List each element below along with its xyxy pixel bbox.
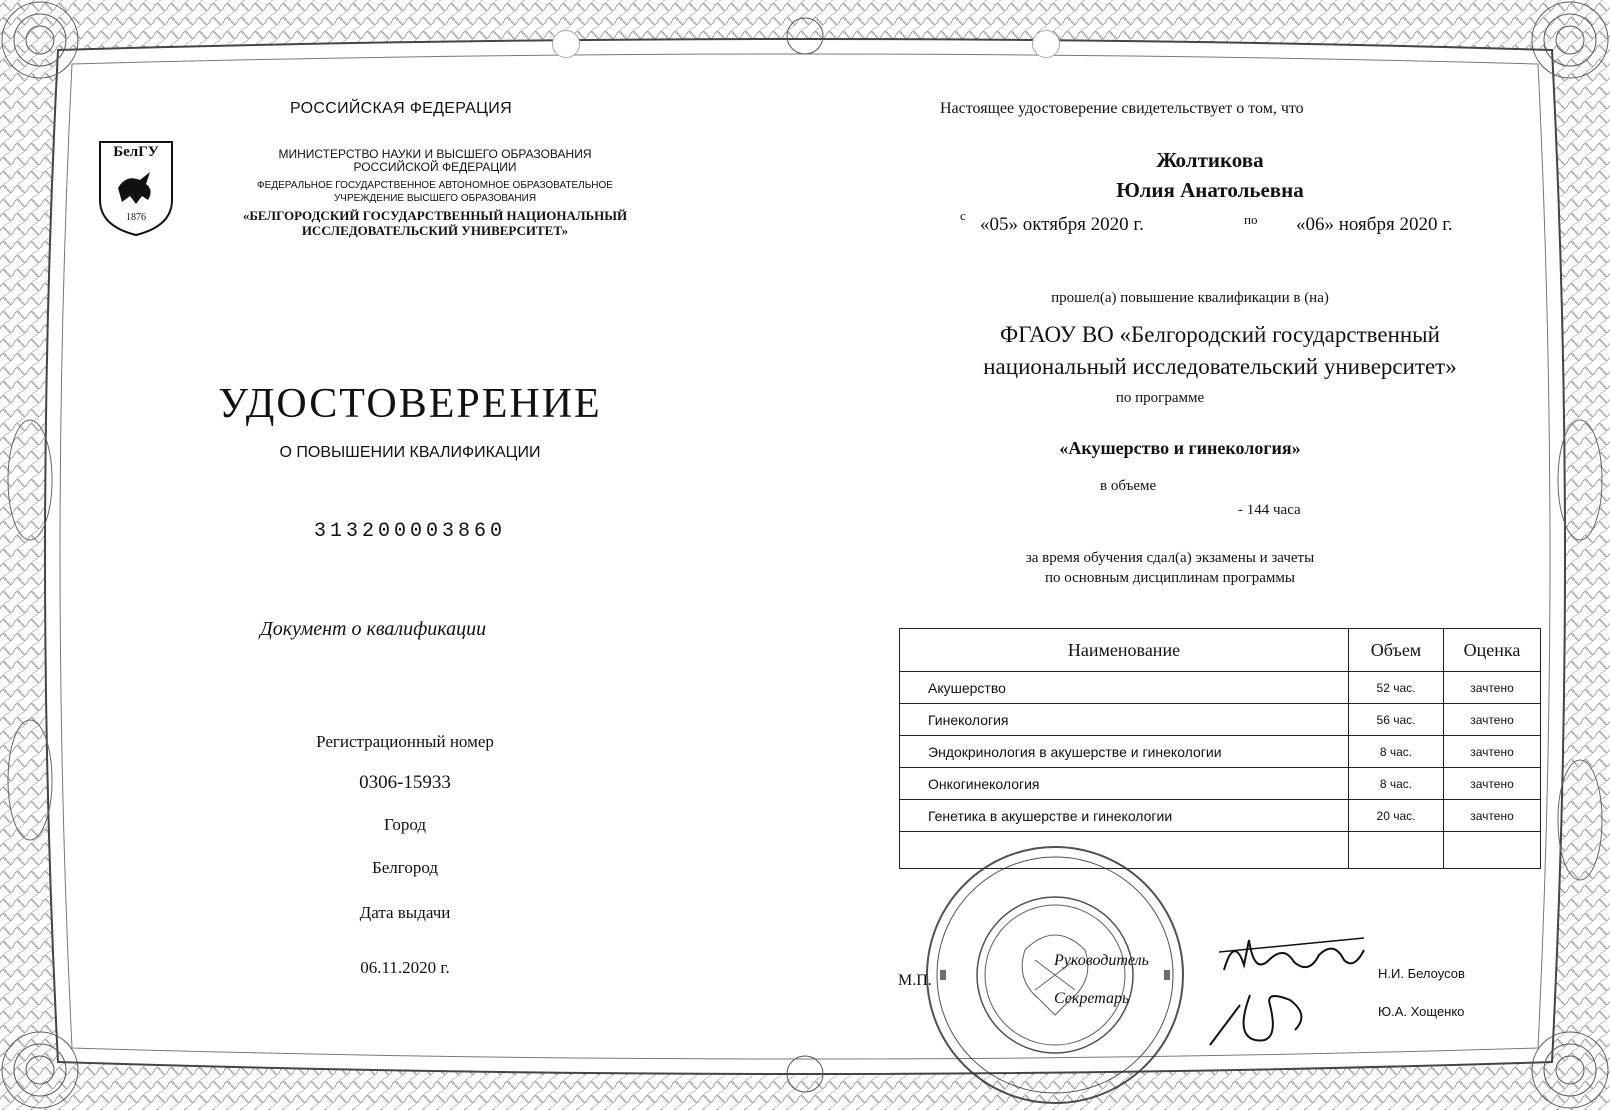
round-seal <box>920 840 1190 1110</box>
completed-text: прошел(а) повышение квалификации в (на) <box>1051 290 1329 306</box>
document-type: Документ о квалификации <box>260 618 487 640</box>
country-label: РОССИЙСКАЯ ФЕДЕРАЦИЯ <box>290 100 512 117</box>
subject-name: Эндокринология в акушерстве и гинекологии <box>900 736 1349 768</box>
program-name: «Акушерство и гинекология» <box>1059 438 1301 458</box>
recipient-given-names: Юлия Анатольевна <box>1116 178 1304 202</box>
from-date: «05» октября 2020 г. <box>980 214 1144 235</box>
table-row <box>900 800 1541 832</box>
secretary-name: Ю.А. Хощенко <box>1378 1004 1465 1019</box>
exams-text: по основным дисциплинам программы <box>1044 570 1295 586</box>
from-label: с <box>960 208 966 223</box>
institution-block <box>190 179 680 205</box>
subjects-table <box>899 628 1541 869</box>
recipient-surname: Жолтикова <box>1156 148 1264 172</box>
document-title: УДОСТОВЕРЕНИЕ <box>218 381 602 427</box>
university-block <box>190 208 680 238</box>
head-signature <box>1214 930 1374 990</box>
issue-date: 06.11.2020 г. <box>360 958 450 977</box>
subject-volume: 8 час. <box>1349 736 1444 768</box>
table-row <box>900 672 1541 704</box>
binding-hole <box>552 30 580 58</box>
registration-label: Регистрационный номер <box>316 732 494 751</box>
to-label: по <box>1244 212 1258 227</box>
registration-number: 0306-15933 <box>359 772 451 793</box>
total-volume: - 144 часа <box>1238 502 1301 518</box>
logo-text: БелГУ <box>113 144 159 160</box>
subject-volume: 52 час. <box>1349 672 1444 704</box>
subject-name: Генетика в акушерстве и гинекологии <box>900 800 1349 832</box>
table-row <box>900 704 1541 736</box>
volume-label: в объеме <box>1100 478 1157 494</box>
ministry-block <box>190 148 680 174</box>
university-line: ИССЛЕДОВАТЕЛЬСКИЙ УНИВЕРСИТЕТ» <box>301 223 569 238</box>
to-date: «06» ноября 2020 г. <box>1296 214 1453 235</box>
subject-grade: зачтено <box>1444 672 1541 704</box>
organization-line: ФГАОУ ВО «Белгородский государственный <box>1000 322 1440 347</box>
column-header: Оценка <box>1444 629 1541 672</box>
subject-grade: зачтено <box>1444 768 1541 800</box>
table-row <box>900 768 1541 800</box>
program-label: по программе <box>1115 390 1205 406</box>
subject-grade: зачтено <box>1444 736 1541 768</box>
ministry-line: РОССИЙСКОЙ ФЕДЕРАЦИИ <box>353 160 517 174</box>
ministry-line: МИНИСТЕРСТВО НАУКИ И ВЫСШЕГО ОБРАЗОВАНИЯ <box>278 147 592 161</box>
subject-grade: зачтено <box>1444 704 1541 736</box>
subject-name: Гинекология <box>900 704 1349 736</box>
university-logo <box>96 138 176 238</box>
logo-year: 1876 <box>126 212 146 223</box>
city-label: Город <box>384 815 426 834</box>
institution-line: ФЕДЕРАЛЬНОЕ ГОСУДАРСТВЕННОЕ АВТОНОМНОЕ ОБРАЗОВАТЕЛЬНОЕ <box>257 180 613 191</box>
secretary-label: Секретарь <box>1054 990 1130 1007</box>
binding-hole <box>1032 30 1060 58</box>
table-header-row <box>900 629 1541 672</box>
document-subtitle: О ПОВЫШЕНИИ КВАЛИФИКАЦИИ <box>279 444 541 461</box>
city: Белгород <box>372 858 438 877</box>
exams-text: за время обучения сдал(а) экзамены и зачеты <box>1025 550 1315 566</box>
serial-number: 313200003860 <box>313 520 507 543</box>
university-line: «БЕЛГОРОДСКИЙ ГОСУДАРСТВЕННЫЙ НАЦИОНАЛЬНЫЙ <box>242 208 628 223</box>
head-name: Н.И. Белоусов <box>1378 966 1465 981</box>
subject-volume: 8 час. <box>1349 768 1444 800</box>
subject-name: Онкогинекология <box>900 768 1349 800</box>
secretary-signature <box>1200 985 1330 1055</box>
subject-volume: 56 час. <box>1349 704 1444 736</box>
intro-text: Настоящее удостоверение свидетельствует о том, что <box>940 100 1304 117</box>
subject-grade: зачтено <box>1444 800 1541 832</box>
subject-name: Акушерство <box>900 672 1349 704</box>
seal-label: М.П. <box>898 972 932 989</box>
head-label: Руководитель <box>1054 952 1149 969</box>
column-header: Объем <box>1349 629 1444 672</box>
column-header: Наименование <box>900 629 1349 672</box>
table-row <box>900 736 1541 768</box>
subject-volume: 20 час. <box>1349 800 1444 832</box>
institution-line: УЧРЕЖДЕНИЕ ВЫСШЕГО ОБРАЗОВАНИЯ <box>333 193 537 204</box>
issue-date-label: Дата выдачи <box>359 903 451 922</box>
organization-line: национальный исследовательский университет» <box>983 354 1457 379</box>
